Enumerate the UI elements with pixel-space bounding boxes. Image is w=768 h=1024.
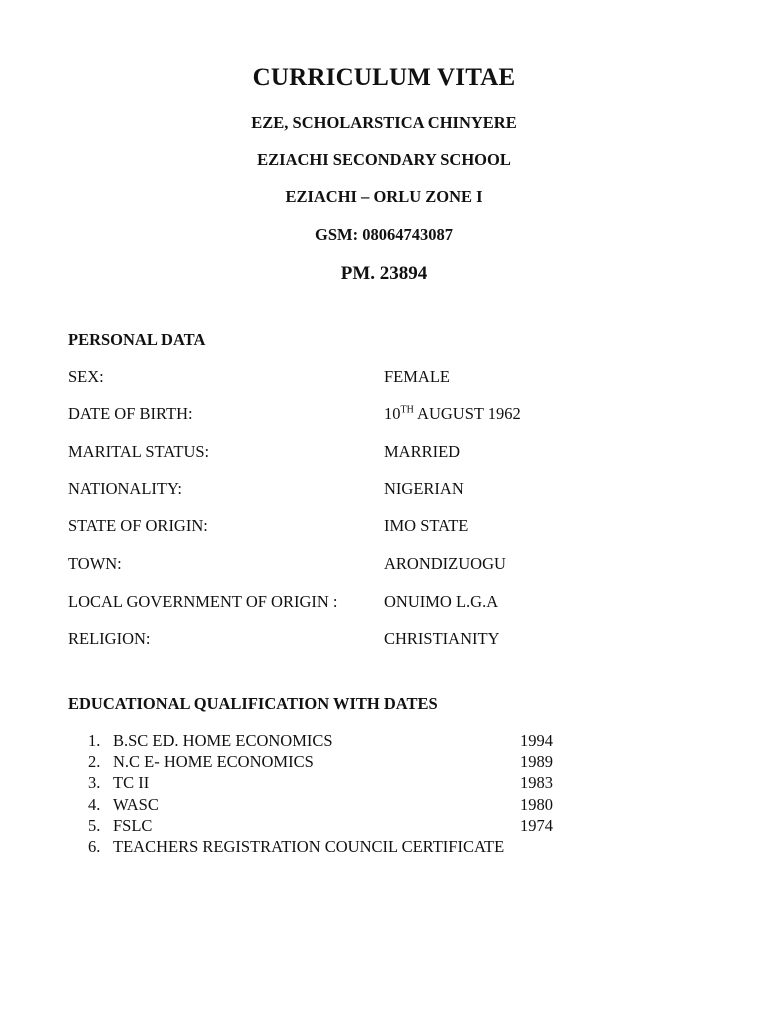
state-of-origin-label: STATE OF ORIGIN: — [68, 516, 208, 535]
education-item — [0, 795, 768, 816]
education-item — [0, 816, 768, 837]
qualification: TEACHERS REGISTRATION COUNCIL CERTIFICATE — [113, 836, 505, 856]
marital-status-label: MARITAL STATUS: — [68, 442, 210, 461]
item-number: 6. — [88, 836, 101, 856]
candidate-name: EZE, SCHOLARSTICA CHINYERE — [251, 113, 517, 132]
education-item — [0, 837, 768, 858]
qualification-year: 1974 — [520, 815, 553, 835]
qualification: TC II — [113, 773, 150, 793]
qualification: WASC — [113, 794, 159, 814]
qualification: FSLC — [113, 815, 153, 835]
pm-number: PM. 23894 — [340, 263, 428, 284]
dob-day: 10 — [384, 404, 401, 423]
dob-suffix: TH — [400, 404, 414, 416]
dob-value — [384, 404, 521, 424]
qualification-year: 1989 — [520, 752, 553, 772]
education-item — [0, 752, 768, 773]
dob-rest: AUGUST 1962 — [413, 404, 521, 423]
item-number: 2. — [88, 752, 101, 772]
education-item — [0, 773, 768, 794]
qualification-year: 1980 — [520, 794, 553, 814]
item-number: 1. — [88, 731, 101, 750]
sex-value: FEMALE — [384, 367, 450, 386]
dob-label: DATE OF BIRTH: — [68, 404, 193, 423]
religion-label: RELIGION: — [68, 629, 151, 648]
nationality-label: NATIONALITY: — [68, 479, 182, 498]
education-list — [0, 731, 768, 858]
item-number: 5. — [88, 815, 101, 835]
document-title: CURRICULUM VITAE — [252, 64, 516, 91]
town-label: TOWN: — [68, 554, 122, 573]
education-item — [0, 731, 768, 752]
state-of-origin-value: IMO STATE — [384, 516, 469, 535]
item-number: 4. — [88, 794, 101, 814]
qualification-year: 1983 — [520, 773, 553, 793]
nationality-value: NIGERIAN — [384, 479, 464, 498]
personal-data-heading: PERSONAL DATA — [68, 330, 206, 349]
item-number: 3. — [88, 773, 101, 793]
qualification-year: 1994 — [520, 731, 553, 750]
lga-value: ONUIMO L.G.A — [384, 592, 499, 611]
qualification: B.SC ED. HOME ECONOMICS — [113, 731, 333, 750]
school-name: EZIACHI SECONDARY SCHOOL — [257, 150, 511, 169]
education-heading: EDUCATIONAL QUALIFICATION WITH DATES — [68, 694, 438, 713]
religion-value: CHRISTIANITY — [384, 629, 500, 648]
qualification: N.C E- HOME ECONOMICS — [113, 752, 314, 772]
lga-label: LOCAL GOVERNMENT OF ORIGIN : — [68, 592, 338, 611]
town-value: ARONDIZUOGU — [384, 554, 506, 573]
marital-status-value: MARRIED — [384, 442, 461, 461]
school-zone: EZIACHI – ORLU ZONE I — [285, 187, 483, 206]
sex-label: SEX: — [68, 367, 104, 386]
gsm-number: GSM: 08064743087 — [315, 225, 453, 244]
